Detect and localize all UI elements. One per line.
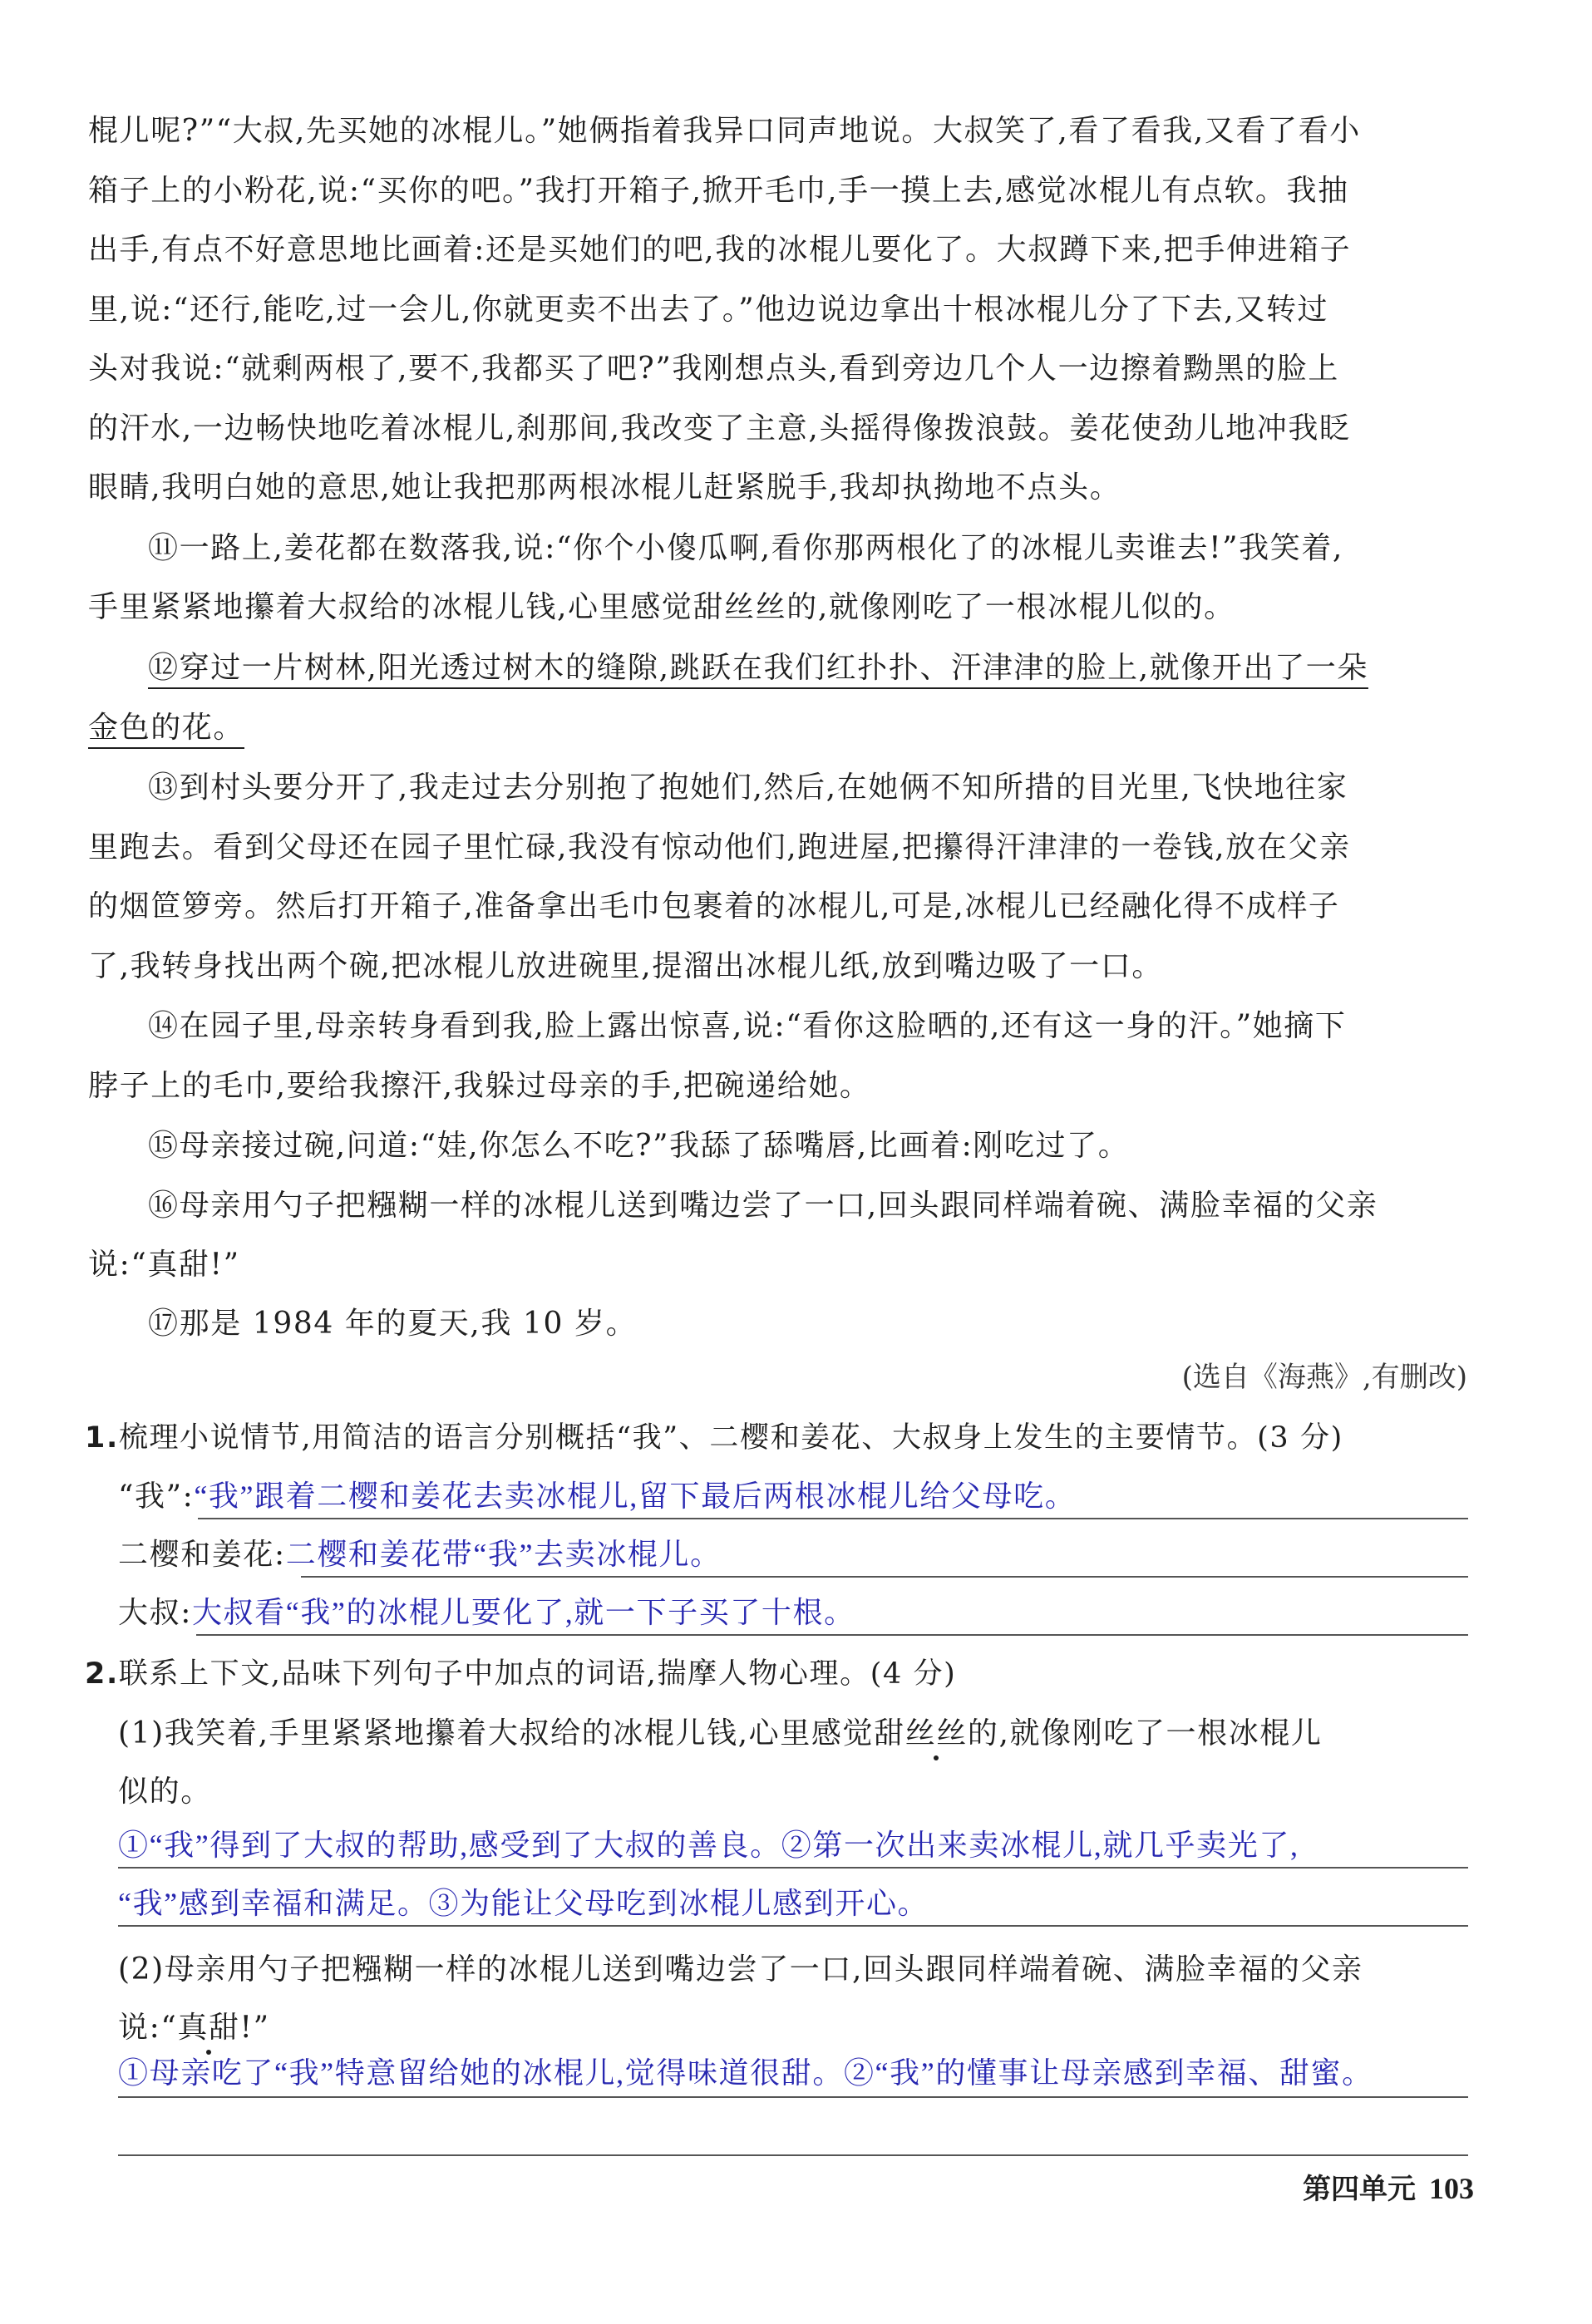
- page-footer: [1303, 2166, 1474, 2207]
- handwritten-answer: “我”跟着二樱和姜花去卖冰棍儿,留下最后两根冰棍儿给父母吃。: [194, 1480, 1077, 1513]
- question-number: 2.: [85, 1657, 119, 1691]
- handwritten-answer: 二樱和姜花带“我”去卖冰棍儿。: [285, 1538, 722, 1571]
- answer-row-uncle: [118, 1593, 855, 1633]
- answer-rule: [198, 1518, 1468, 1519]
- passage-line: 出手,有点不好意思地比画着:还是买她们的吧,我的冰棍儿要化了。大叔蹲下来,把手伸进箱子: [88, 233, 1352, 267]
- passage-line: 头对我说:“就剩两根了,要不,我都买了吧?”我刚想点头,看到旁边几个人一边擦着黝黑的脸上: [88, 352, 1339, 386]
- answer-rule: [118, 2096, 1468, 2098]
- sub-question-text: 说:“: [118, 2011, 178, 2045]
- answer-rule: [118, 1867, 1468, 1869]
- passage-line: 里,说:“还行,能吃,过一会儿,你就更卖不出去了。”他边说边拿出十根冰棍儿分了下去,又转过: [88, 293, 1329, 327]
- source-citation: (选自《海燕》,有删改): [1181, 1361, 1467, 1394]
- emphasized-word: 真甜: [177, 2011, 240, 2045]
- answer-rule: [196, 1634, 1468, 1636]
- answer-row-me: [118, 1476, 1076, 1517]
- paragraph-13-line: 的烟笸箩旁。然后打开箱子,准备拿出毛巾包裹着的冰棍儿,可是,冰棍儿已经融化得不成样子: [88, 889, 1340, 923]
- answer-rule: [301, 1576, 1468, 1578]
- handwritten-answer: ①母亲吃了“我”特意留给她的冰棍儿,觉得味道很甜。②“我”的懂事让母亲感到幸福、甜蜜。: [118, 2056, 1373, 2090]
- handwritten-answer: ①“我”得到了大叔的帮助,感受到了大叔的善良。②第一次出来卖冰棍儿,就几乎卖光了,: [118, 1829, 1299, 1862]
- question-number: 1.: [85, 1421, 119, 1455]
- paragraph-11-line: 手里紧紧地攥着大叔给的冰棍儿钱,心里感觉甜丝丝的,就像刚吃了一根冰棍儿似的。: [88, 590, 1235, 624]
- answer-label: 大叔:: [118, 1596, 192, 1630]
- paragraph-14-line: ⑭在园子里,母亲转身看到我,脸上露出惊喜,说:“看你这脸晒的,还有这一身的汗。”她摘下: [148, 1009, 1347, 1043]
- page-number: 103: [1429, 2172, 1474, 2205]
- answer-label: 二樱和姜花:: [118, 1538, 286, 1572]
- question-1-prompt: [85, 1418, 1343, 1458]
- passage-line: 棍儿呢?”“大叔,先买她的冰棍儿。”她俩指着我异口同声地说。大叔笑了,看了看我,又看了看小: [88, 114, 1361, 148]
- paragraph-13-line: 了,我转身找出两个碗,把冰棍儿放进碗里,提溜出冰棍儿纸,放到嘴边吸了一口。: [88, 949, 1163, 983]
- paragraph-13-line: ⑬到村头要分开了,我走过去分别抱了抱她们,然后,在她俩不知所措的目光里,飞快地往家: [148, 771, 1348, 805]
- sub-question-text: (1)我笑着,手里紧紧地攥着大叔给的冰棍儿钱,心里感觉甜: [118, 1716, 905, 1750]
- answer-rule: [118, 1925, 1468, 1927]
- paragraph-15: ⑮母亲接过碗,问道:“娃,你怎么不吃?”我舔了舔嘴唇,比画着:刚吃过了。: [148, 1129, 1130, 1163]
- answer-rule: [118, 2154, 1468, 2156]
- paragraph-13-line: 里跑去。看到父母还在园子里忙碌,我没有惊动他们,跑进屋,把攥得汗津津的一卷钱,放在父亲: [88, 830, 1351, 864]
- sub-question-1-line: 似的。: [118, 1775, 212, 1809]
- sub-question-text: !”: [239, 2011, 270, 2045]
- question-text: 梳理小说情节,用简洁的语言分别概括“我”、二樱和姜花、大叔身上发生的主要情节。(3 分): [118, 1421, 1343, 1455]
- passage-line: 的汗水,一边畅快地吃着冰棍儿,刹那间,我改变了主意,头摇得像拨浪鼓。姜花使劲儿地冲我眨: [88, 411, 1351, 446]
- sub-question-text: 的,就像刚吃了一根冰棍儿: [967, 1716, 1323, 1750]
- handwritten-answer: 大叔看“我”的冰棍儿要化了,就一下子买了十根。: [191, 1596, 855, 1629]
- sub-question-2-line: (2)母亲用勺子把糨糊一样的冰棍儿送到嘴边尝了一口,回头跟同样端着碗、满脸幸福的父亲: [118, 1952, 1363, 1987]
- unit-label: 第四单元: [1303, 2173, 1416, 2206]
- passage-line: 箱子上的小粉花,说:“买你的吧。”我打开箱子,掀开毛巾,手一摸上去,感觉冰棍儿有点软。我抽: [88, 174, 1349, 208]
- question-text: 联系上下文,品味下列句子中加点的词语,揣摩人物心理。(4 分): [118, 1657, 957, 1691]
- sub-question-1-line: [118, 1714, 1323, 1754]
- paragraph-16-line: 说:“真甜!”: [88, 1248, 240, 1282]
- passage-line: 眼睛,我明白她的意思,她让我把那两根冰棍儿赶紧脱手,我却执拗地不点头。: [88, 470, 1121, 505]
- answer-label: “我”:: [118, 1480, 195, 1514]
- answer-row-girls: [118, 1534, 722, 1575]
- paragraph-12-underlined: ⑫穿过一片树林,阳光透过树木的缝隙,跳跃在我们红扑扑、汗津津的脸上,就像开出了一朵: [148, 651, 1368, 685]
- handwritten-answer: “我”感到幸福和满足。③为能让父母吃到冰棍儿感到开心。: [118, 1887, 929, 1920]
- paragraph-16-line: ⑯母亲用勺子把糨糊一样的冰棍儿送到嘴边尝了一口,回头跟同样端着碗、满脸幸福的父亲: [148, 1189, 1378, 1223]
- question-2-prompt: [85, 1654, 956, 1694]
- sub-question-2-line: [118, 2008, 270, 2048]
- paragraph-11-line: ⑪一路上,姜花都在数落我,说:“你个小傻瓜啊,看你那两根化了的冰棍儿卖谁去!”我笑着,: [148, 531, 1343, 565]
- paragraph-17: ⑰那是 1984 年的夏天,我 10 岁。: [148, 1307, 638, 1341]
- emphasized-word: 丝丝: [904, 1716, 968, 1750]
- paragraph-14-line: 脖子上的毛巾,要给我擦汗,我躲过母亲的手,把碗递给她。: [88, 1069, 871, 1103]
- paragraph-12-underlined: 金色的花。: [88, 711, 245, 745]
